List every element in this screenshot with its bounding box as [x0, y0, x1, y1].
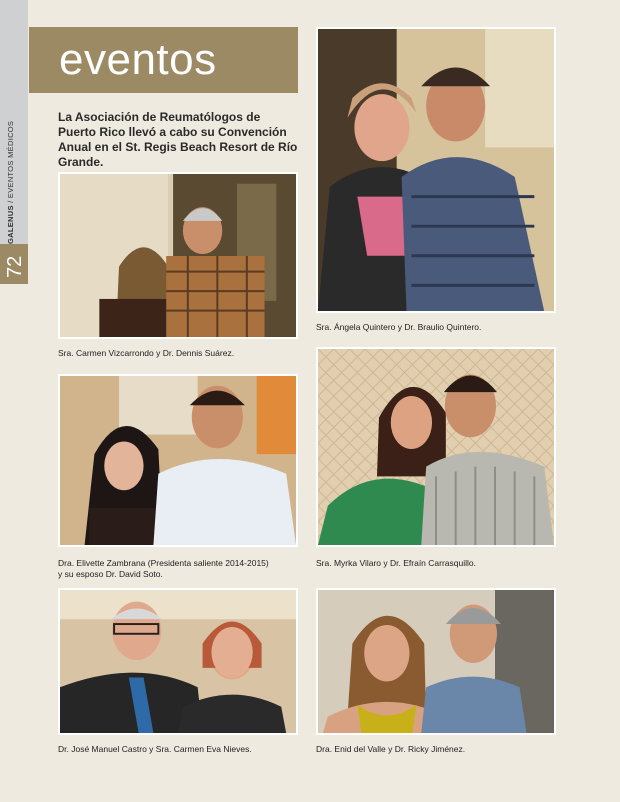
photo-caption: Dra. Enid del Valle y Dr. Ricky Jiménez. [316, 744, 466, 754]
event-photo [58, 374, 298, 547]
page-number-box [0, 244, 28, 284]
event-photo-image [60, 590, 296, 733]
event-photo-image [318, 590, 554, 733]
event-photo [58, 172, 298, 339]
page-title: eventos [59, 35, 217, 84]
photo-caption: Dr. José Manuel Castro y Sra. Carmen Eva Nieves. [58, 744, 252, 754]
event-photo-image [60, 174, 296, 337]
photo-caption-line2: y su esposo Dr. David Soto. [58, 569, 163, 579]
section-label-bold: GALENUS [6, 205, 15, 244]
event-photo [58, 588, 298, 735]
page-number: 72 [4, 255, 26, 278]
intro-text: La Asociación de Reumatólogos de Puerto Rico llevó a cabo su Convención Anual en el St. Regis Beach Resort de Río Grande. [58, 110, 298, 169]
event-photo [316, 347, 556, 547]
section-label-rest: / EVENTOS MÉDICOS [6, 120, 15, 206]
photo-caption: Sra. Carmen Vizcarrondo y Dr. Dennis Suárez. [58, 348, 235, 358]
photo-caption: Sra. Myrka Vilaro y Dr. Efraín Carrasquillo. [316, 558, 476, 568]
photo-caption: Sra. Ángela Quintero y Dr. Braulio Quintero. [316, 322, 482, 332]
event-photo-image [60, 376, 296, 545]
section-label [6, 121, 15, 244]
event-photo-image [318, 349, 554, 545]
title-bar [29, 27, 298, 93]
event-photo [316, 27, 556, 313]
photo-caption: Dra. Elivette Zambrana (Presidenta saliente 2014-2015) [58, 558, 269, 568]
event-photo-image [318, 29, 554, 311]
event-photo [316, 588, 556, 735]
